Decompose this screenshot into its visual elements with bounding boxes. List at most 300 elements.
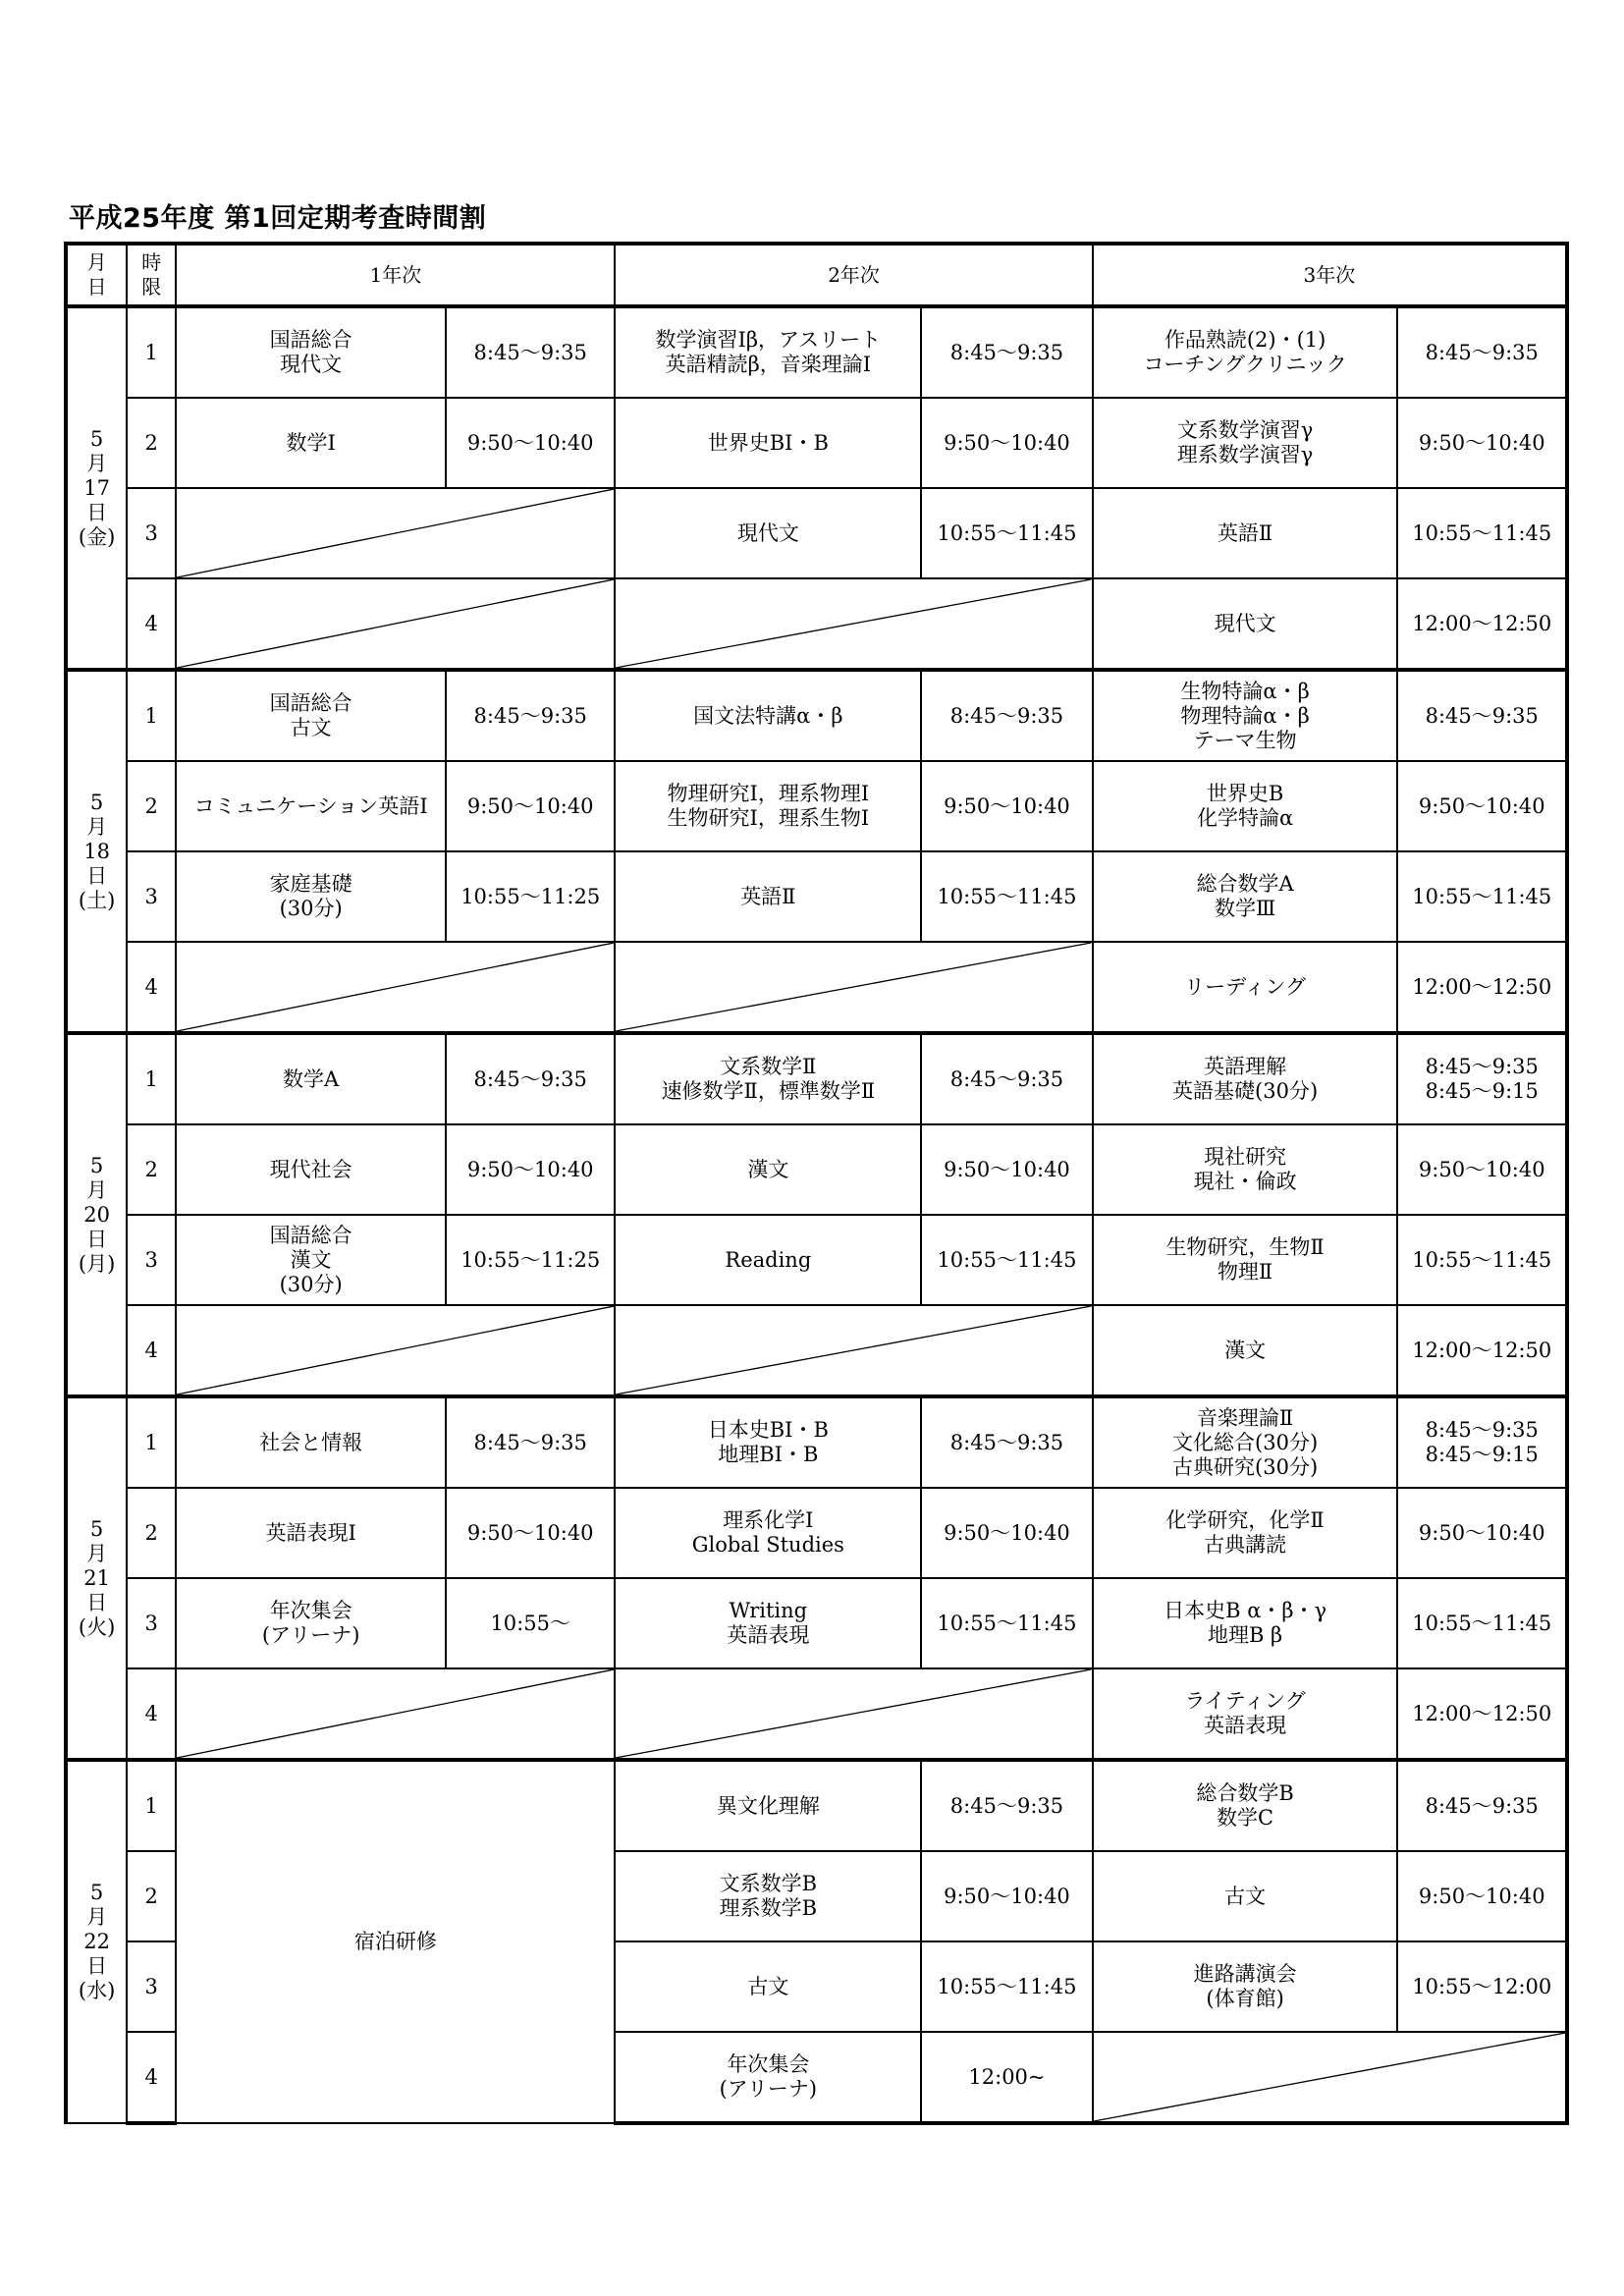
subject-cell: [1093, 1215, 1398, 1305]
subject-name: 古文: [1224, 1884, 1267, 1908]
subject-name: 国文法特講α・β: [693, 703, 843, 728]
diagonal-slash: [616, 1669, 1091, 1758]
time-cell: [1397, 306, 1567, 398]
page-title: 平成25年度 第1回定期考査時間割: [69, 203, 487, 234]
time-cell: [921, 1215, 1092, 1305]
subject-name: 古典研究(30分): [1172, 1454, 1319, 1479]
diagonal-slash: [616, 943, 1091, 1031]
period-number: 1: [127, 670, 176, 761]
diagonal-slash: [177, 1306, 614, 1394]
subject-name: 生物研究Ⅰ，理系生物Ⅰ: [667, 806, 870, 830]
subject-cell: [1093, 1760, 1398, 1851]
exam-time: 12:00～12:50: [1412, 611, 1552, 635]
exam-time: 9:50～10:40: [466, 1520, 594, 1545]
time-cell: [921, 670, 1092, 761]
time-cell: [446, 1396, 615, 1488]
exam-time: 12:00～12:50: [1412, 974, 1552, 999]
exam-time: 9:50～10:40: [944, 793, 1070, 818]
time-cell: [921, 1033, 1092, 1124]
time-cell: [921, 851, 1092, 942]
period-row: [66, 306, 1567, 398]
subject-name: 物理研究Ⅰ，理系物理Ⅰ: [667, 782, 870, 805]
time-cell: [1397, 1305, 1567, 1396]
subject-name: 数学A: [283, 1066, 340, 1091]
time-cell: [921, 1578, 1092, 1668]
subject-name: 数学C: [1217, 1806, 1274, 1830]
subject-cell: [1093, 1578, 1398, 1668]
subject-name: リーディング: [1184, 974, 1307, 999]
period-number: 1: [127, 1396, 176, 1488]
subject-cell: [615, 1033, 921, 1124]
period-row: [66, 1760, 1567, 1851]
exam-time: 9:50～10:40: [466, 430, 594, 455]
subject-name: 文系数学Ⅱ: [720, 1055, 817, 1078]
time-cell: [1397, 1124, 1567, 1215]
exam-time: 10:55～11:45: [1412, 520, 1552, 545]
time-cell: [1397, 1760, 1567, 1851]
exam-time: 9:50～10:40: [1418, 1157, 1545, 1181]
exam-time: 8:45～9:35: [473, 340, 587, 364]
subject-name: 日本史B α・β・γ: [1164, 1599, 1327, 1622]
time-cell: [1397, 1668, 1567, 1760]
subject-name: 世界史BⅠ・B: [707, 430, 829, 455]
subject-name: (アリーナ): [261, 1623, 360, 1647]
grade-header-3: 3年次: [1093, 244, 1567, 306]
subject-name: 家庭基礎: [269, 872, 352, 896]
period-number: 3: [127, 488, 176, 578]
day-label: 月: [86, 814, 108, 839]
header-row: [66, 244, 1567, 306]
period-number: 4: [127, 578, 176, 670]
subject-name: 速修数学Ⅱ，標準数学Ⅱ: [661, 1079, 876, 1103]
day-cell: [66, 670, 127, 1033]
time-cell: [446, 851, 615, 942]
exam-time: 8:45～9:15: [1425, 1079, 1539, 1103]
time-cell: [446, 1578, 615, 1668]
time-cell: [921, 1396, 1092, 1488]
day-label: (火): [78, 1614, 116, 1639]
exam-time: 8:45～9:35: [949, 703, 1064, 728]
subject-name: 数学Ⅰ: [286, 430, 336, 455]
subject-name: 地理BⅠ・B: [718, 1443, 819, 1466]
period-row: [66, 1488, 1567, 1578]
time-cell: [1397, 1851, 1567, 1941]
exam-time: 10:55～11:25: [460, 884, 601, 908]
time-cell: [1397, 1578, 1567, 1668]
exam-time: 10:55～11:45: [937, 884, 1077, 908]
subject-cell: [615, 1215, 921, 1305]
subject-name: 数学演習Ⅰβ，アスリート: [655, 328, 882, 352]
subject-name: 化学研究，化学Ⅱ: [1165, 1508, 1325, 1532]
subject-name: コーチングクリニック: [1143, 353, 1347, 376]
empty-slot: [176, 1305, 615, 1396]
exam-time: 12:00~: [968, 2064, 1046, 2089]
subject-name: (30分): [279, 897, 343, 920]
empty-slot: [176, 942, 615, 1033]
period-row: [66, 942, 1567, 1033]
subject-name: (アリーナ): [719, 2077, 818, 2101]
period-number: 3: [127, 851, 176, 942]
subject-name: 国語総合: [269, 691, 352, 715]
period-row: [66, 1578, 1567, 1668]
day-label: 月: [86, 1541, 108, 1565]
exam-time: 9:50～10:40: [944, 1520, 1070, 1545]
period-row: [66, 1668, 1567, 1760]
day-label: (月): [78, 1251, 116, 1276]
subject-name: 現代社会: [269, 1157, 352, 1181]
period-row: [66, 670, 1567, 761]
exam-time: 8:45～9:35: [1425, 1055, 1539, 1078]
exam-time: 10:55～11:25: [460, 1247, 601, 1272]
subject-name: 物理Ⅱ: [1217, 1260, 1273, 1284]
exam-time: 10:55～11:45: [1412, 1247, 1552, 1272]
subject-cell: [176, 1033, 446, 1124]
period-number: 4: [127, 2032, 176, 2123]
subject-cell: [615, 761, 921, 851]
exam-time: 9:50～10:40: [466, 793, 594, 818]
empty-slot: [615, 1668, 1092, 1760]
subject-cell: [176, 761, 446, 851]
subject-name: 古文: [290, 716, 332, 739]
period-number: 2: [127, 1851, 176, 1941]
subject-cell: [176, 306, 446, 398]
exam-time: 9:50～10:40: [944, 430, 1070, 455]
subject-name: 英語Ⅱ: [740, 884, 796, 908]
subject-name: 文系数学演習γ: [1176, 418, 1314, 442]
time-cell: [1397, 1941, 1567, 2032]
subject-cell: [1093, 1941, 1398, 2032]
empty-slot: [615, 942, 1092, 1033]
exam-time: 8:45～9:35: [1425, 703, 1539, 728]
subject-name: 漢文: [1224, 1338, 1267, 1362]
subject-name: 英語表現: [727, 1623, 810, 1647]
diagonal-slash: [177, 579, 614, 668]
time-cell: [1397, 942, 1567, 1033]
day-label: 日: [86, 863, 108, 888]
empty-slot: [176, 578, 615, 670]
period-number: 2: [127, 398, 176, 488]
time-cell: [446, 1124, 615, 1215]
subject-name: 総合数学A: [1196, 872, 1294, 896]
period-row: [66, 1215, 1567, 1305]
subject-name: テーマ生物: [1193, 728, 1297, 752]
subject-cell: [176, 398, 446, 488]
subject-name: 生物研究，生物Ⅱ: [1165, 1235, 1325, 1259]
subject-name: Writing: [729, 1599, 808, 1622]
time-cell: [1397, 488, 1567, 578]
empty-slot: [615, 1305, 1092, 1396]
time-cell: [921, 1760, 1092, 1851]
period-row: [66, 1396, 1567, 1488]
subject-cell: [1093, 1488, 1398, 1578]
period-number: 4: [127, 942, 176, 1033]
time-cell: [1397, 398, 1567, 488]
diagonal-slash: [177, 1669, 614, 1758]
exam-time: 9:50～10:40: [1418, 1520, 1545, 1545]
time-cell: [921, 398, 1092, 488]
diagonal-slash: [1094, 2033, 1565, 2121]
exam-time: 8:45～9:35: [473, 703, 587, 728]
period-row: [66, 1124, 1567, 1215]
time-cell: [446, 670, 615, 761]
subject-name: 総合数学B: [1196, 1781, 1294, 1805]
time-cell: [446, 761, 615, 851]
header-text: 月: [86, 250, 107, 274]
subject-cell: [1093, 1396, 1398, 1488]
time-cell: [1397, 1396, 1567, 1488]
day-label: (金): [78, 524, 116, 549]
subject-name: 国語総合: [269, 1223, 352, 1247]
day-label: 5: [89, 1153, 104, 1177]
exam-time: 8:45～9:35: [949, 1066, 1064, 1091]
period-number: 4: [127, 1305, 176, 1396]
period-number: 4: [127, 1668, 176, 1760]
subject-name: 漢文: [747, 1157, 789, 1181]
subject-name: 年次集会: [727, 2052, 810, 2076]
subject-name: Reading: [725, 1247, 812, 1272]
diagonal-slash: [177, 943, 614, 1031]
day-label: 月: [86, 451, 108, 475]
subject-name: 文化総合(30分): [1172, 1430, 1319, 1454]
time-cell: [921, 306, 1092, 398]
time-cell: [446, 1215, 615, 1305]
subject-name: 物理特論α・β: [1180, 703, 1310, 728]
subject-name: 文系数学B: [719, 1872, 818, 1895]
exam-time: 10:55～11:45: [1412, 1611, 1552, 1635]
exam-time: 8:45～9:35: [1425, 340, 1539, 364]
period-number: 2: [127, 761, 176, 851]
subject-name: 古文: [747, 1974, 789, 1998]
subject-cell: [1093, 488, 1398, 578]
day-label: 5: [89, 1516, 104, 1541]
subject-cell: [1093, 1124, 1398, 1215]
grade-header-1: 1年次: [176, 244, 615, 306]
subject-cell: [615, 1941, 921, 2032]
time-cell: [1397, 1488, 1567, 1578]
header-text: 日: [86, 275, 107, 299]
period-number: 1: [127, 306, 176, 398]
subject-name: 英語精読β，音楽理論Ⅰ: [665, 353, 872, 376]
day-label: 17: [83, 475, 110, 500]
empty-slot: [176, 488, 615, 578]
day-label: (土): [78, 888, 116, 912]
subject-name: 生物特論α・β: [1180, 679, 1310, 703]
subject-cell: [615, 1124, 921, 1215]
day-label: (水): [78, 1979, 116, 2002]
subject-name: 進路講演会: [1193, 1962, 1297, 1986]
exam-time: 10:55～11:45: [937, 520, 1077, 545]
period-number: 1: [127, 1033, 176, 1124]
exam-time: 8:45～9:35: [949, 1793, 1064, 1818]
subject-cell: [1093, 670, 1398, 761]
day-label: 月: [86, 1905, 108, 1929]
exam-time: 10:55～11:45: [937, 1974, 1077, 1998]
subject-name: (30分): [279, 1272, 343, 1296]
day-label: 月: [86, 1177, 108, 1202]
subject-cell: [1093, 1033, 1398, 1124]
time-cell: [446, 306, 615, 398]
exam-time: 10:55～: [490, 1611, 570, 1635]
time-cell: [446, 398, 615, 488]
subject-name: 英語理解: [1204, 1055, 1287, 1078]
period-number: 3: [127, 1215, 176, 1305]
subject-name: コミュニケーション英語Ⅰ: [193, 793, 428, 818]
subject-name: 英語表現Ⅰ: [265, 1520, 356, 1545]
day-label: 18: [83, 839, 110, 863]
subject-name: 国語総合: [269, 328, 352, 352]
subject-cell: [615, 488, 921, 578]
subject-name: 現社・倫政: [1193, 1170, 1297, 1193]
subject-name: 英語基礎(30分): [1172, 1079, 1319, 1103]
exam-schedule: [64, 242, 1569, 2122]
period-row: [66, 488, 1567, 578]
day-label: 5: [89, 790, 104, 814]
exam-time: 9:50～10:40: [1418, 430, 1545, 455]
subject-name: 英語表現: [1204, 1714, 1287, 1737]
time-cell: [921, 488, 1092, 578]
subject-name: 化学特論α: [1196, 806, 1294, 830]
time-cell: [921, 1851, 1092, 1941]
subject-name: 世界史B: [1206, 782, 1284, 805]
period-row: [66, 398, 1567, 488]
subject-name: 理系化学Ⅰ: [723, 1508, 814, 1532]
period-number: 2: [127, 1488, 176, 1578]
day-label: 22: [83, 1930, 110, 1953]
subject-name: 作品熟読(2)・(1): [1164, 328, 1326, 352]
subject-name: 古典講読: [1204, 1533, 1287, 1557]
empty-slot: [176, 1668, 615, 1760]
subject-name: 英語Ⅱ: [1217, 520, 1273, 545]
exam-time: 8:45～9:35: [949, 1430, 1064, 1454]
subject-name: 地理B β: [1207, 1623, 1283, 1647]
day-label: 20: [83, 1202, 110, 1227]
time-cell: [921, 1124, 1092, 1215]
header-text: 時: [141, 250, 162, 274]
time-cell: [921, 1488, 1092, 1578]
subject-cell: [615, 851, 921, 942]
subject-name: 数学Ⅲ: [1214, 897, 1276, 920]
empty-slot: [1093, 2032, 1567, 2123]
diagonal-slash: [616, 1306, 1091, 1394]
subject-name: 異文化理解: [716, 1793, 820, 1818]
day-cell: [66, 1396, 127, 1760]
subject-name: 現代文: [736, 520, 799, 545]
time-cell: [1397, 670, 1567, 761]
exam-time: 10:55～11:45: [937, 1247, 1077, 1272]
exam-time: 12:00～12:50: [1412, 1701, 1552, 1725]
exam-time: 10:55～12:00: [1412, 1974, 1552, 1998]
day-label: 5: [89, 1881, 104, 1904]
subject-cell: [1093, 851, 1398, 942]
subject-name: Global Studies: [691, 1533, 844, 1557]
period-header: [127, 244, 176, 306]
subject-name: 漢文: [290, 1247, 332, 1272]
exam-time: 8:45～9:35: [949, 340, 1064, 364]
diagonal-slash: [177, 489, 614, 577]
time-cell: [921, 2032, 1092, 2123]
day-cell: [66, 306, 127, 670]
time-cell: [921, 761, 1092, 851]
grade-header-2: 2年次: [615, 244, 1092, 306]
period-row: [66, 851, 1567, 942]
exam-time: 8:45～9:35: [473, 1430, 587, 1454]
subject-cell: [176, 1124, 446, 1215]
exam-time: 10:55～11:45: [1412, 884, 1552, 908]
subject-cell: [176, 1488, 446, 1578]
day-label: 5: [89, 426, 104, 451]
subject-cell: [615, 1851, 921, 1941]
subject-cell: [1093, 1305, 1398, 1396]
day-label: 日: [86, 500, 108, 524]
subject-cell: [615, 1396, 921, 1488]
subject-name: 現代文: [1214, 611, 1276, 635]
subject-cell: [1093, 398, 1398, 488]
empty-slot: [615, 578, 1092, 670]
exam-time: 8:45～9:15: [1425, 1443, 1539, 1466]
time-cell: [921, 1941, 1092, 2032]
time-cell: [1397, 761, 1567, 851]
exam-time: 9:50～10:40: [466, 1157, 594, 1181]
subject-name: 現社研究: [1204, 1145, 1287, 1169]
subject-cell: [1093, 1668, 1398, 1760]
header-text: 限: [141, 275, 162, 299]
subject-cell: [176, 1215, 446, 1305]
exam-time: 12:00～12:50: [1412, 1338, 1552, 1362]
exam-time: 9:50～10:40: [944, 1884, 1070, 1908]
subject-name: ライティング: [1184, 1689, 1306, 1713]
subject-name: 音楽理論Ⅱ: [1196, 1405, 1294, 1430]
period-number: 3: [127, 1941, 176, 2032]
time-cell: [1397, 851, 1567, 942]
time-cell: [1397, 1033, 1567, 1124]
day-cell: [66, 1760, 127, 2123]
merged-activity: 宿泊研修: [176, 1760, 615, 2123]
period-number: 1: [127, 1760, 176, 1851]
subject-name: (体育館): [1206, 1987, 1284, 2010]
subject-cell: [1093, 761, 1398, 851]
exam-time: 9:50～10:40: [1418, 793, 1545, 818]
period-row: [66, 1305, 1567, 1396]
period-row: [66, 1033, 1567, 1124]
day-cell: [66, 1033, 127, 1396]
period-number: 2: [127, 1124, 176, 1215]
subject-name: 日本史BⅠ・B: [707, 1418, 829, 1442]
subject-cell: [615, 670, 921, 761]
exam-time: 10:55～11:45: [937, 1611, 1077, 1635]
period-row: [66, 761, 1567, 851]
schedule-table: [64, 242, 1569, 2125]
time-cell: [446, 1033, 615, 1124]
subject-cell: [176, 1396, 446, 1488]
subject-cell: [615, 1760, 921, 1851]
subject-cell: [615, 2032, 921, 2123]
subject-cell: [176, 670, 446, 761]
subject-name: 社会と情報: [259, 1430, 363, 1454]
subject-name: 理系数学演習γ: [1176, 443, 1314, 466]
subject-cell: [1093, 578, 1398, 670]
subject-name: 理系数学B: [719, 1896, 818, 1920]
subject-cell: [1093, 1851, 1398, 1941]
exam-time: 8:45～9:35: [1425, 1793, 1539, 1818]
day-label: 21: [83, 1565, 110, 1590]
subject-cell: [615, 398, 921, 488]
exam-time: 8:45～9:35: [473, 1066, 587, 1091]
time-cell: [446, 1488, 615, 1578]
subject-cell: [1093, 306, 1398, 398]
day-label: 日: [86, 1954, 108, 1978]
subject-cell: [1093, 942, 1398, 1033]
day-label: 日: [86, 1590, 108, 1614]
